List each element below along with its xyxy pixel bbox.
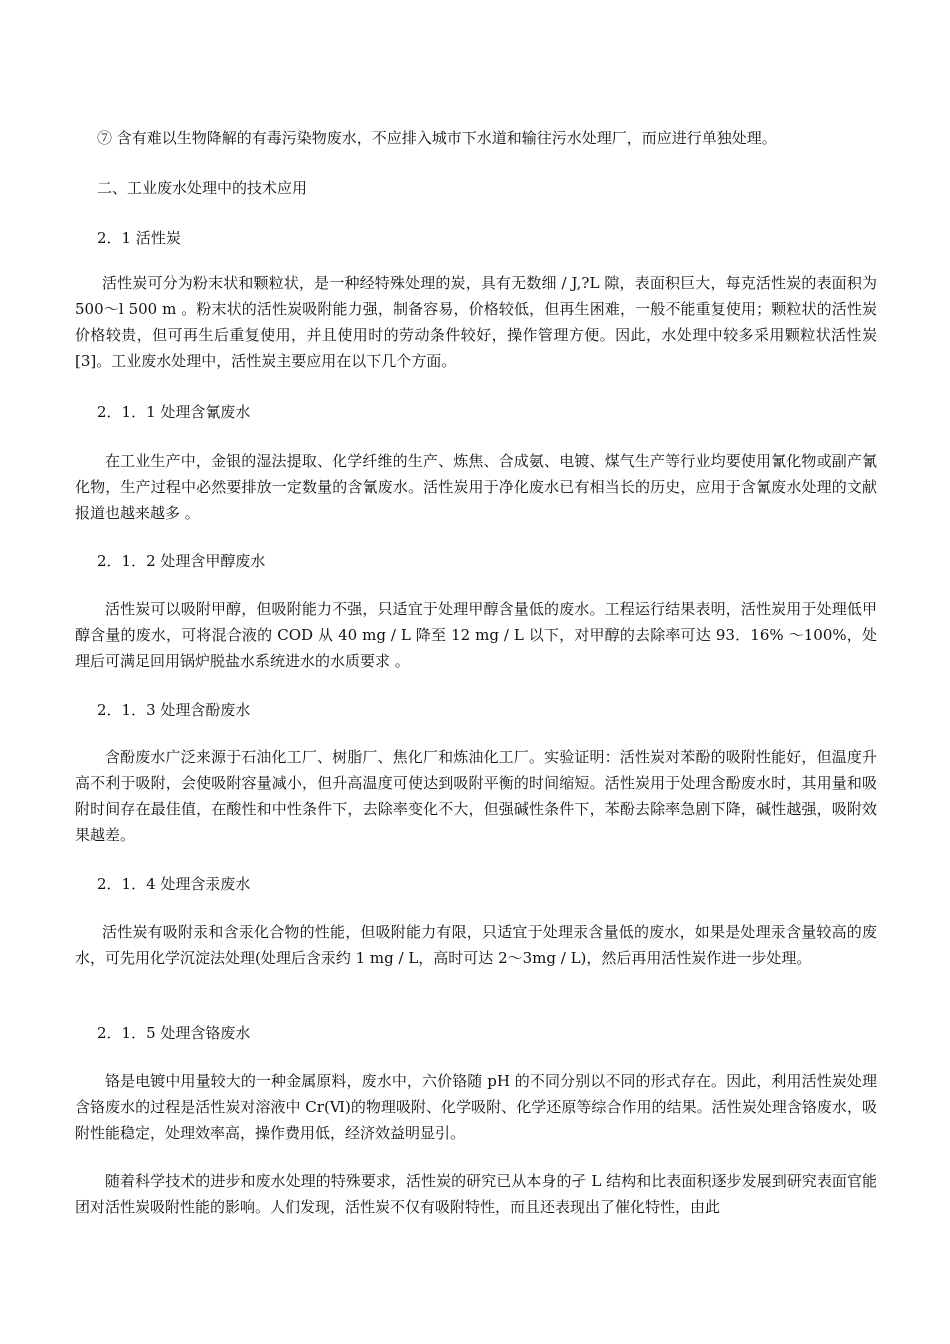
paragraph-item-7-toxic-wastewater: ⑦ 含有难以生物降解的有毒污染物废水，不应排入城市下水道和输往污水处理厂，而应进行单独处理。 (97, 129, 777, 147)
paragraph-phenol-wastewater: 含酚废水广泛来源于石油化工厂、树脂厂、焦化厂和炼油化工厂。实验证明：活性炭对苯酚的吸附性能好，但温度升高不利于吸附，会使吸附容量减小，但升高温度可使达到吸附平衡的时间缩短。活性炭用于处理含酚废水时，其用量和吸附时间存在最佳值，在酸性和中性条件下，去除率变化不大，但强碱性条件下，苯酚去除率急剧下降，碱性越强，吸附效果越差。 (75, 748, 877, 844)
paragraph-chromium-wastewater: 铬是电镀中用量较大的一种金属原料，废水中，六价铬随 pH 的不同分别以不同的形式存在。因此，利用活性炭处理含铬废水的过程是活性炭对溶液中 Cr(Ⅵ)的物理吸附、化学吸附、化学还原等综合作用的结果。活性炭处理含铬废水，吸附性能稳定，处理效率高，操作费用低，经济效益明显引。 (75, 1072, 877, 1142)
paragraph-methanol-wastewater: 活性炭可以吸附甲醇，但吸附能力不强，只适宜于处理甲醇含量低的废水。工程运行结果表明，活性炭用于处理低甲醇含量的废水，可将混合液的 COD 从 40 mg / L 降至 12 mg / L 以下，对甲醇的去除率可达 93．16% ～100%，处理后可满足回用锅炉脱盐水系统进水的水质要求 。 (75, 600, 877, 670)
subsection-heading-mercury-wastewater: 2．1．4 处理含汞废水 (97, 875, 251, 893)
paragraph-mercury-wastewater: 活性炭有吸附汞和含汞化合物的性能，但吸附能力有限，只适宜于处理汞含量低的废水，如果是处理汞含量较高的废水，可先用化学沉淀法处理(处理后含汞约 1 mg / L，高时可达 2～3mg / L)，然后再用活性炭作进一步处理。 (75, 923, 877, 967)
subsection-heading-activated-carbon: 2．1 活性炭 (97, 229, 181, 247)
paragraph-research-development: 随着科学技术的进步和废水处理的特殊要求，活性炭的研究已从本身的孑 L 结构和比表面积逐步发展到研究表面官能团对活性炭吸附性能的影响。人们发现，活性炭不仅有吸附特性，而且还表现出了催化特性，由此 (75, 1172, 877, 1216)
subsection-heading-cyanide-wastewater: 2．1．1 处理含氰废水 (97, 403, 251, 421)
subsection-heading-phenol-wastewater: 2．1．3 处理含酚废水 (97, 701, 251, 719)
paragraph-activated-carbon-intro: 活性炭可分为粉末状和颗粒状，是一种经特殊处理的炭，具有无数细 / J,?L 隙，表面积巨大，每克活性炭的表面积为 500～l 500 m 。粉末状的活性炭吸附能力强，制备容易，价格较低，但再生困难，一般不能重复使用；颗粒状的活性炭价格较贵，但可再生后重复使用，并且使用时的劳动条件较好，操作管理方便。因此，水处理中较多采用颗粒状活性炭[3]。工业废水处理中，活性炭主要应用在以下几个方面。 (75, 274, 877, 370)
paragraph-cyanide-wastewater: 在工业生产中，金银的湿法提取、化学纤维的生产、炼焦、合成氨、电镀、煤气生产等行业均要使用氰化物或副产氰化物，生产过程中必然要排放一定数量的含氰废水。活性炭用于净化废水已有相当长的历史，应用于含氰废水处理的文献报道也越来越多 。 (75, 452, 877, 522)
section-heading-industrial-applications: 二、工业废水处理中的技术应用 (97, 179, 308, 197)
subsection-heading-methanol-wastewater: 2．1．2 处理含甲醇废水 (97, 552, 266, 570)
subsection-heading-chromium-wastewater: 2．1．5 处理含铬废水 (97, 1024, 251, 1042)
